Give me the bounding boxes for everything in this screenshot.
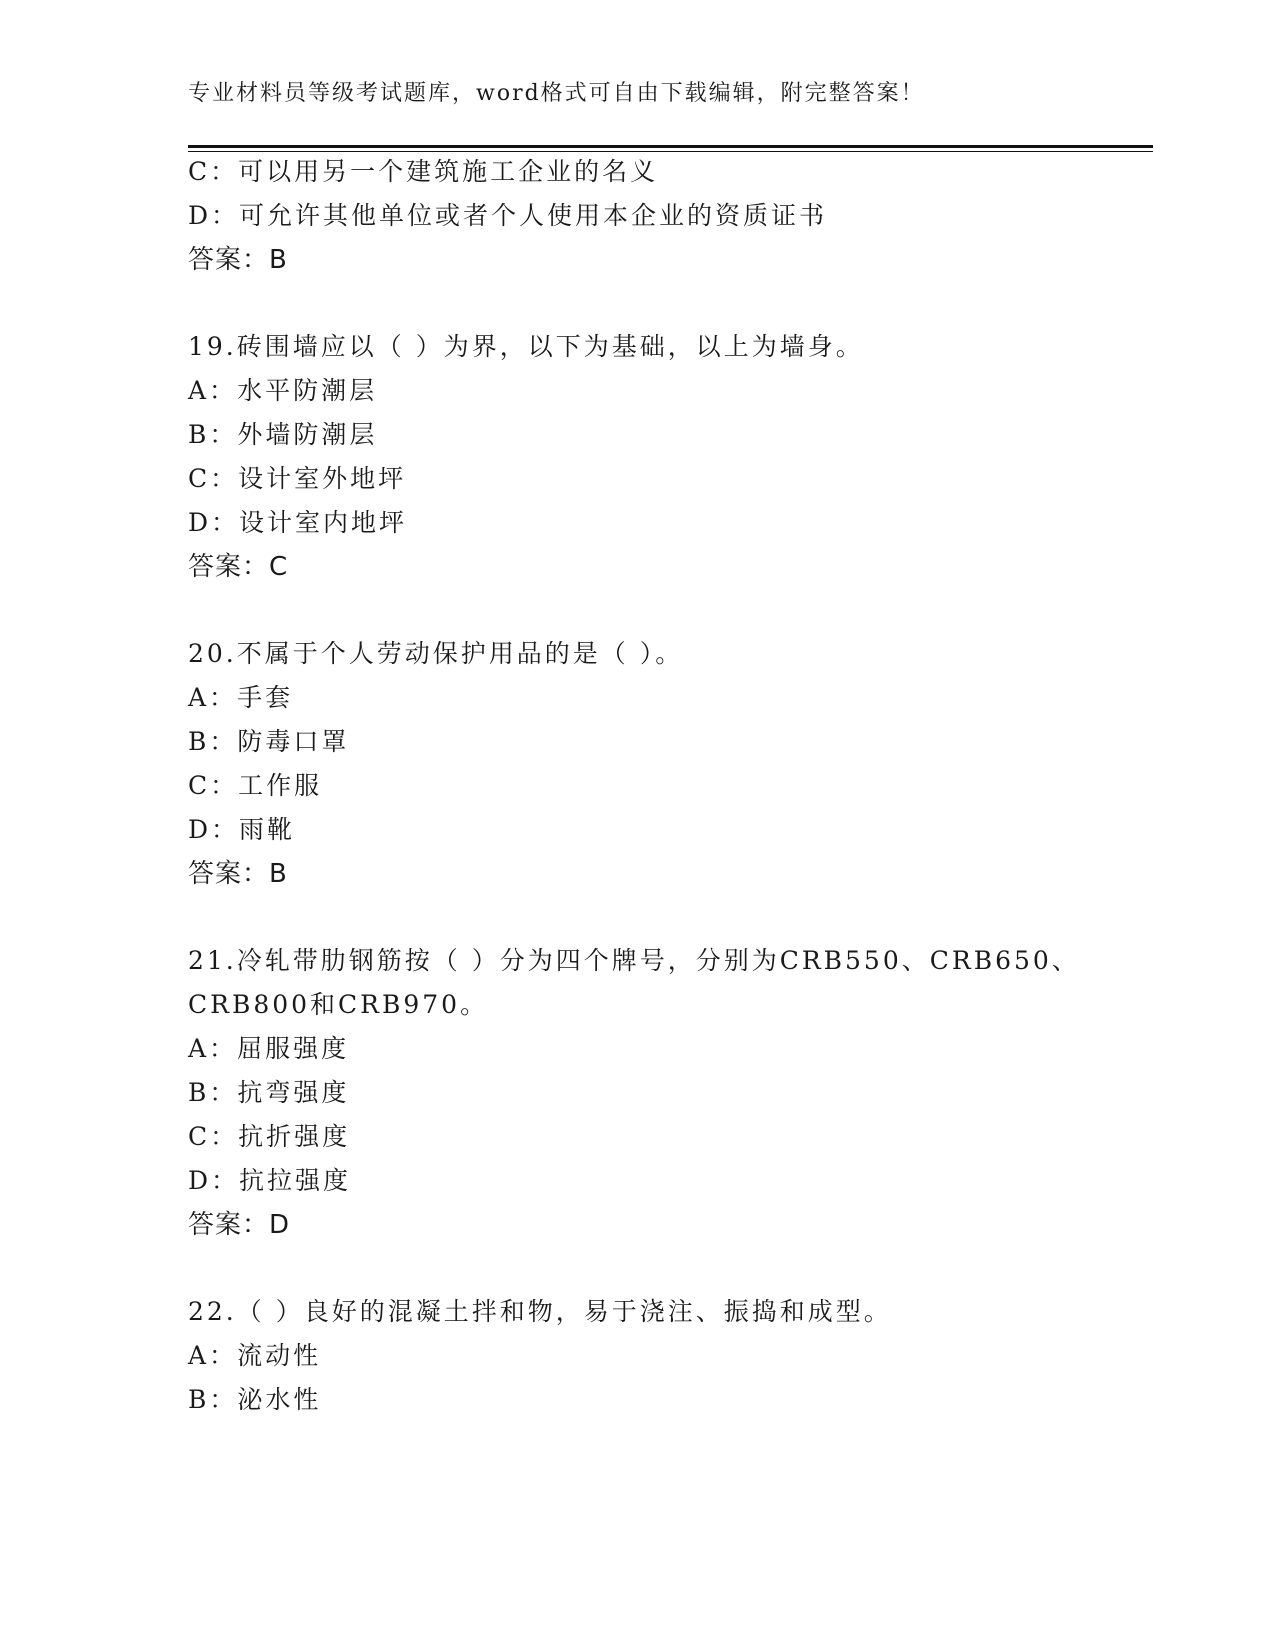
question-stem: 20.不属于个人劳动保护用品的是（ ）。 xyxy=(188,639,684,668)
option-text: 设计室外地坪 xyxy=(238,464,407,493)
option-label: B： xyxy=(188,1385,238,1414)
option-label: B： xyxy=(188,1078,238,1107)
answer: 答案：D xyxy=(188,1210,291,1240)
option-a xyxy=(188,375,377,407)
option-text: 抗弯强度 xyxy=(237,1078,350,1107)
option-label: A： xyxy=(188,1034,238,1063)
option-c xyxy=(188,156,658,188)
option-label: C： xyxy=(188,771,239,800)
option-d xyxy=(188,1165,351,1197)
option-text: 外墙防潮层 xyxy=(237,420,378,449)
option-label: B： xyxy=(188,420,238,449)
option-c xyxy=(188,770,322,802)
option-b xyxy=(188,1077,349,1109)
option-text: 可以用另一个建筑施工企业的名义 xyxy=(238,157,659,186)
option-text: 设计室内地坪 xyxy=(239,508,408,537)
option-text: 泌水性 xyxy=(237,1385,322,1414)
option-label: B： xyxy=(188,727,238,756)
header-rule-thick xyxy=(188,145,1153,148)
option-text: 工作服 xyxy=(238,771,323,800)
option-text: 可允许其他单位或者个人使用本企业的资质证书 xyxy=(239,201,828,230)
option-b xyxy=(188,419,377,451)
option-b xyxy=(188,726,349,758)
option-text: 流动性 xyxy=(237,1341,322,1370)
answer: 答案：B xyxy=(188,245,288,275)
option-label: A： xyxy=(188,683,238,712)
answer: 答案：B xyxy=(188,859,288,889)
option-label: C： xyxy=(188,464,239,493)
option-text: 防毒口罩 xyxy=(237,727,350,756)
option-text: 抗折强度 xyxy=(238,1122,351,1151)
question-stem: 19.砖围墙应以（ ）为界，以下为基础，以上为墙身。 xyxy=(188,332,864,361)
option-label: A： xyxy=(188,1341,238,1370)
option-d xyxy=(188,200,827,232)
option-a xyxy=(188,682,293,714)
question-stem: 21.冷轧带肋钢筋按（ ）分为四个牌号，分别为CRB550、CRB650、 xyxy=(188,946,1080,975)
option-c xyxy=(188,1121,350,1153)
option-label: C： xyxy=(188,157,239,186)
option-b xyxy=(188,1384,321,1416)
option-text: 抗拉强度 xyxy=(239,1166,352,1195)
option-text: 手套 xyxy=(237,683,294,712)
question-stem: 22.（ ）良好的混凝土拌和物，易于浇注、振捣和成型。 xyxy=(188,1297,892,1326)
option-a xyxy=(188,1033,349,1065)
option-a xyxy=(188,1340,321,1372)
option-label: D： xyxy=(188,1166,240,1195)
option-label: C： xyxy=(188,1122,239,1151)
header-rule-thin xyxy=(188,151,1153,152)
option-text: 屈服强度 xyxy=(237,1034,350,1063)
option-label: D： xyxy=(188,815,240,844)
answer: 答案：C xyxy=(188,552,289,582)
page-header: 专业材料员等级考试题库，word格式可自由下载编辑，附完整答案！ xyxy=(188,81,925,106)
option-label: A： xyxy=(188,376,238,405)
option-d xyxy=(188,814,295,846)
option-label: D： xyxy=(188,201,240,230)
option-label: D： xyxy=(188,508,240,537)
question-stem-continued: CRB800和CRB970。 xyxy=(188,990,489,1019)
option-text: 雨靴 xyxy=(239,815,296,844)
option-c xyxy=(188,463,406,495)
option-d xyxy=(188,507,407,539)
option-text: 水平防潮层 xyxy=(237,376,378,405)
